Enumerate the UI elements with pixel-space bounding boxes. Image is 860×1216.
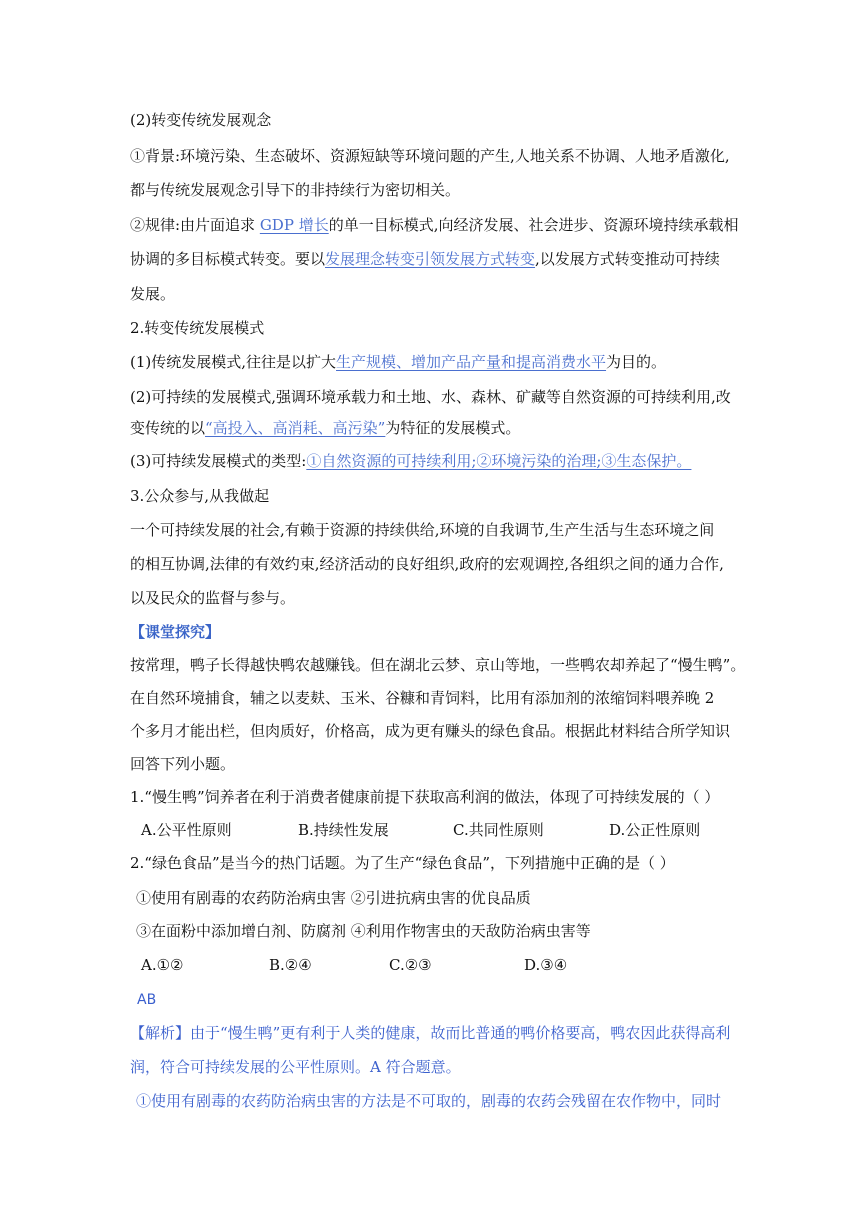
paragraph-line: (2)可持续的发展模式,强调环境承载力和土地、水、森林、矿藏等自然资源的可持续利用,改 <box>130 388 731 406</box>
q2-option-b[interactable]: B.②④ <box>269 956 312 974</box>
explanation-line: 【解析】由于“慢生鸭”更有利于人类的健康，故而比普通的鸭价格要高，鸭农因此获得高利 <box>130 1024 731 1042</box>
question-1: 1.“慢生鸭”饲养者在利于消费者健康前提下获取高利润的做法，体现了可持续发展的（ ） <box>130 788 720 806</box>
paragraph-line: 发展。 <box>130 285 176 303</box>
paragraph-line: ①背景:环境污染、生态破坏、资源短缺等环境问题的产生,人地关系不协调、人地矛盾激化, <box>130 147 730 165</box>
paragraph-line: 的相互协调,法律的有效约束,经济活动的良好组织,政府的宏观调控,各组织之间的通力合作, <box>130 555 724 573</box>
material-line: 在自然环境捕食，辅之以麦麸、玉米、谷糠和青饲料，比用有添加剂的浓缩饲料喂养晚 2 <box>130 689 715 707</box>
paragraph-line: (3)可持续发展模式的类型:①自然资源的可持续利用;②环境污染的治理;③生态保护。 <box>130 452 692 470</box>
explanation-line: ①使用有剧毒的农药防治病虫害的方法是不可取的，剧毒的农药会残留在农作物中，同时 <box>136 1092 722 1110</box>
section-title-change-model: 2.转变传统发展模式 <box>130 319 265 337</box>
question-2: 2.“绿色食品”是当今的热门话题。为了生产“绿色食品”，下列措施中正确的是（ ） <box>130 854 675 872</box>
q1-option-b[interactable]: B.持续性发展 <box>298 821 389 839</box>
paragraph-line: 以及民众的监督与参与。 <box>130 589 296 607</box>
q2-option-a[interactable]: A.①② <box>141 956 184 974</box>
q2-option-c[interactable]: C.②③ <box>389 956 432 974</box>
paragraph-line: (1)传统发展模式,往往是以扩大生产规模、增加产品产量和提高消费水平为目的。 <box>130 353 667 371</box>
q1-option-d[interactable]: D.公正性原则 <box>609 821 701 839</box>
link-development-concept[interactable]: 发展理念转变引领发展方式转变 <box>325 250 536 268</box>
material-line: 个多月才能出栏，但肉质好，价格高，成为更有赚头的绿色食品。根据此材料结合所学知识 <box>130 722 731 740</box>
q1-option-c[interactable]: C.共同性原则 <box>453 821 544 839</box>
material-line: 回答下列小题。 <box>130 755 236 773</box>
paragraph-line: 变传统的以“高投入、高消耗、高污染”为特征的发展模式。 <box>130 419 521 437</box>
link-gdp-growth[interactable]: GDP 增长 <box>259 216 329 234</box>
link-model-types[interactable]: ①自然资源的可持续利用;②环境污染的治理;③生态保护。 <box>306 452 692 470</box>
paragraph-line: 协调的多目标模式转变。要以发展理念转变引领发展方式转变,以发展方式转变推动可持续 <box>130 250 720 268</box>
answer-key: AB <box>137 992 157 1008</box>
classroom-inquiry-heading: 【课堂探究】 <box>130 623 221 641</box>
statement-line: ①使用有剧毒的农药防治病虫害 ②引进抗病虫害的优良品质 <box>136 889 531 907</box>
link-production-scale[interactable]: 生产规模、增加产品产量和提高消费水平 <box>336 353 607 371</box>
paragraph-line: ②规律:由片面追求 GDP 增长的单一目标模式,向经济发展、社会进步、资源环境持续承载相 <box>130 216 739 234</box>
q2-option-d[interactable]: D.③④ <box>524 956 568 974</box>
material-line: 按常理，鸭子长得越快鸭农越赚钱。但在湖北云梦、京山等地，一些鸭农却养起了“慢生鸭”。 <box>130 656 746 674</box>
q1-option-a[interactable]: A.公平性原则 <box>141 821 232 839</box>
explanation-line: 润，符合可持续发展的公平性原则。A 符合题意。 <box>130 1058 461 1076</box>
section-title-public-participation: 3.公众参与,从我做起 <box>130 487 270 505</box>
paragraph-line: 都与传统发展观念引导下的非持续行为密切相关。 <box>130 181 461 199</box>
statement-line: ③在面粉中添加增白剂、防腐剂 ④利用作物害虫的天敌防治病虫害等 <box>136 922 591 940</box>
link-high-input[interactable]: “高投入、高消耗、高污染” <box>205 419 386 437</box>
paragraph-line: 一个可持续发展的社会,有赖于资源的持续供给,环境的自我调节,生产生活与生态环境之间 <box>130 521 715 539</box>
section-title-change-concept: (2)转变传统发展观念 <box>130 111 272 129</box>
